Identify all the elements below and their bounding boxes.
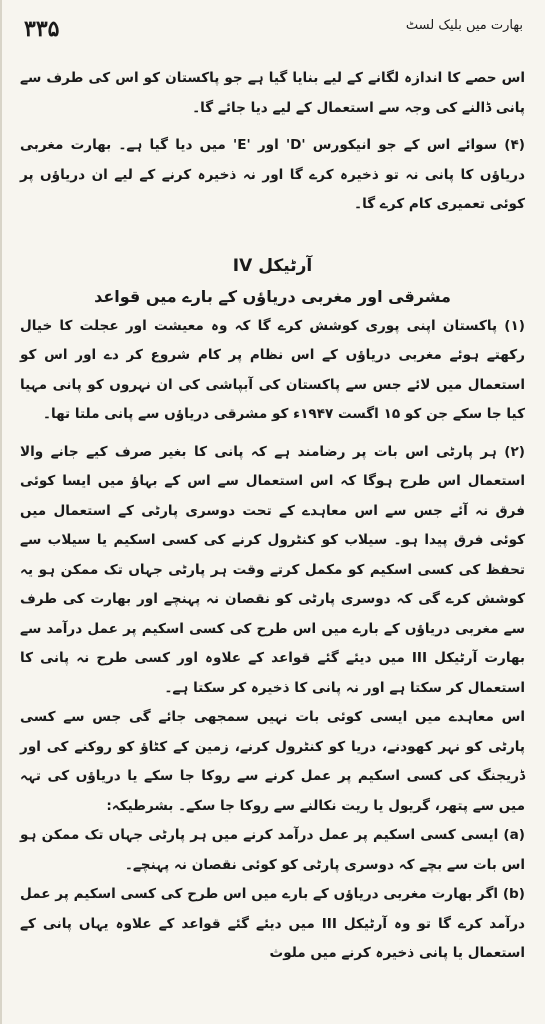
spacer	[20, 430, 525, 438]
paragraph-clause-2: (۲) ہر پارٹی اس بات پر رضامند ہے کہ پانی کا بغیر صرف کیے جانے والا استعمال اس طرح ہوگا کہ اس استعمال سے اس کے بہاؤ میں ایسا کوئی فرق نہ آئے جس سے اس معاہدے کے تحت دوسری پارٹی کے استعمال میں کوئی فرق پیدا ہو۔ سیلاب کو کنٹرول کرنے کی کسی اسکیم یا سیلاب سے تحفظ کی کسی اسکیم کو مکمل کرتے وقت ہر پارٹی جہاں تک ممکن ہو یہ کوشش کرے گی کہ دوسری پارٹی کو نقصان نہ پہنچے اور بھارت کی طرف سے مغربی دریاؤں کے بارے میں اس طرح کی کسی اسکیم پر عمل درآمد سے بھارت آرٹیکل III میں دیئے گئے قواعد کے علاوہ اور کسی طرح نہ پانی کا استعمال کر سکتا ہے اور نہ پانی کا ذخیرہ کر سکتا ہے۔	[20, 443, 526, 696]
paragraph-clause-1: (۱) پاکستان اپنی پوری کوشش کرے گا کہ وہ معیشت اور عجلت کا خیال رکھتے ہوئے مغربی دریاؤں کے اس نظام پر کام شروع کر دے اور اس کو استعمال میں لائے جس سے پاکستان کی آبپاشی کی ان نہروں کو پانی مہیا کیا جا سکے جن کو ۱۵ اگست ۱۹۴۷ء کو مشرقی دریاؤں سے پانی ملتا تھا۔	[20, 317, 525, 422]
page-number: ۳۳۵	[24, 16, 60, 42]
running-title: بھارت میں بلیک لسٹ	[405, 18, 523, 33]
paragraph-proviso: اس معاہدے میں ایسی کوئی بات نہیں سمجھی جائے گی جس سے کسی پارٹی کو نہر کھودنے، دریا کو کنٹرول کرنے، زمین کے کٹاؤ کو روکنے کی اور ڈریجنگ کی کسی اسکیم پر عمل کرنے سے روکا جا سکے یا دریاؤں کی تہہ میں سے پتھر، گریول یا ریت نکالنے سے روکا جا سکے۔ بشرطیکہ:	[20, 709, 525, 814]
article-heading: مشرقی اور مغربی دریاؤں کے بارے میں قواعد	[94, 286, 451, 306]
article-title: آرٹیکل IV	[232, 255, 313, 276]
page-header	[24, 14, 523, 54]
paragraph-clause-4: (۴) سوائے اس کے جو انیکورس 'D' اور 'E' میں دیا گیا ہے۔ بھارت مغربی دریاؤں کا پانی نہ تو ذخیرہ کرے گا اور نہ ذخیرہ کرنے کے لیے ان دریاؤں پر کوئی تعمیری کام کرے گا۔	[20, 137, 525, 212]
page-body	[20, 64, 525, 969]
spacer	[20, 123, 525, 131]
paragraph-continuation: اس حصے کا اندازہ لگانے کے لیے بنایا گیا ہے جو پاکستان کو اس کی طرف سے پانی ڈالنے کی وجہ سے استعمال کے لیے دیا جائے گا۔	[20, 70, 525, 116]
paragraph-item-b: (b) اگر بھارت مغربی دریاؤں کے بارے میں اس طرح کی کسی اسکیم پر عمل درآمد کرے گا تو وہ آرٹیکل III میں دیئے گئے قواعد کے علاوہ یہاں پانی کے استعمال یا پانی ذخیرہ کرنے میں ملوث	[20, 886, 525, 961]
spacer	[20, 220, 525, 250]
paragraph-item-a: (a) ایسی کسی اسکیم پر عمل درآمد کرنے میں ہر پارٹی جہاں تک ممکن ہو اس بات سے بچے کہ دوسری پارٹی کو کوئی نقصان نہ پہنچے۔	[20, 827, 525, 873]
